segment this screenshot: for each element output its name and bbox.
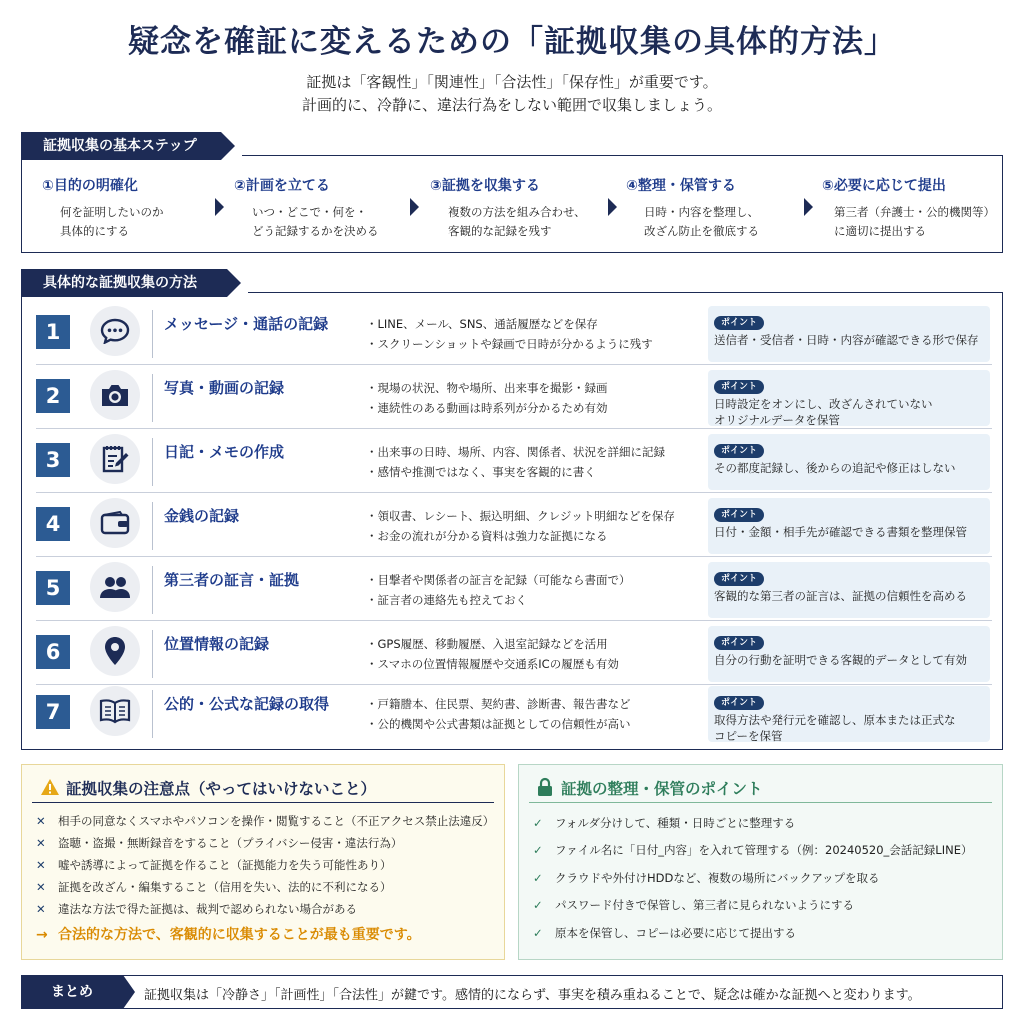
storage-item: ✓ クラウドや外付けHDDなど、複数の場所にバックアップを取る	[533, 871, 880, 885]
method-desc: ・LINE、メール、SNS、通話履歴などを保存 ・スクリーンショットや録画で日時が分かるように残す	[366, 317, 653, 351]
caution-item: ✕ 証拠を改ざん・編集すること（信用を失い、法的に不利になる）	[36, 880, 392, 894]
method-name: 金銭の記録	[164, 507, 240, 525]
divider	[152, 438, 153, 486]
notepad-pen-icon	[90, 434, 140, 484]
step-2	[234, 175, 414, 241]
row-divider	[36, 364, 992, 365]
point-badge: ポイント	[714, 508, 764, 522]
method-number: 4	[36, 507, 70, 541]
method-number: 5	[36, 571, 70, 605]
point-badge: ポイント	[714, 380, 764, 394]
storage-item: ✓ パスワード付きで保管し、第三者に見られないようにする	[533, 898, 854, 912]
row-divider	[36, 428, 992, 429]
caution-item: ✕ 違法な方法で得た証拠は、裁判で認められない場合がある	[36, 902, 357, 916]
check-icon: ✓	[533, 816, 543, 830]
point-text: 日時設定をオンにし、改ざんされていない オリジナルデータを保管	[714, 397, 933, 427]
step-desc: 第三者（弁護士・公的機関等） に適切に提出する	[834, 205, 995, 238]
method-row	[36, 686, 992, 748]
page-title: 疑念を確証に変えるための「証拠収集の具体的方法」	[128, 24, 896, 60]
divider	[529, 802, 992, 803]
divider	[152, 374, 153, 422]
point-box	[708, 686, 990, 742]
summary-text: 証拠収集は「冷静さ」「計画性」「合法性」が鍵です。感情的にならず、事実を積み重ねることで、疑念は確かな証拠へと変わります。	[144, 988, 921, 1003]
row-divider	[36, 684, 992, 685]
method-desc: ・GPS履歴、移動履歴、入退室記録などを活用 ・スマホの位置情報履歴や交通系ICの履歴も有効	[366, 637, 619, 671]
row-divider	[36, 556, 992, 557]
method-name: 日記・メモの作成	[164, 443, 285, 461]
method-row	[36, 434, 992, 496]
method-desc: ・出来事の日時、場所、内容、関係者、状況を詳細に記録 ・感情や推測ではなく、事実を客観的に書く	[366, 445, 665, 479]
chat-bubble-icon	[90, 306, 140, 356]
camera-icon	[90, 370, 140, 420]
cross-icon: ✕	[36, 880, 46, 894]
step-4	[626, 175, 806, 241]
method-desc: ・現場の状況、物や場所、出来事を撮影・録画 ・連続性のある動画は時系列が分かるため有効	[366, 381, 608, 415]
row-divider	[36, 492, 992, 493]
check-icon: ✓	[533, 926, 543, 940]
point-badge: ポイント	[714, 572, 764, 586]
arrow-right-icon	[608, 198, 617, 216]
open-book-icon	[90, 686, 140, 736]
storage-item: ✓ ファイル名に「日付_内容」を入れて管理する（例：20240520_会話記録LINE）	[533, 843, 973, 857]
point-text: 送信者・受信者・日時・内容が確認できる形で保存	[714, 333, 979, 347]
divider	[152, 502, 153, 550]
point-box	[708, 498, 990, 554]
method-number: 2	[36, 379, 70, 413]
point-box	[708, 306, 990, 362]
arrow-right-icon: →	[36, 927, 48, 943]
steps-section-heading: 証拠収集の基本ステップ	[21, 132, 221, 160]
cross-icon: ✕	[36, 858, 46, 872]
step-1	[42, 175, 222, 241]
caution-emphasis: → 合法的な方法で、客観的に収集することが最も重要です。	[36, 927, 421, 943]
arrow-right-icon	[410, 198, 419, 216]
method-row	[36, 626, 992, 688]
method-number: 7	[36, 695, 70, 729]
step-desc: いつ・どこで・何を・ どう記録するかを決める	[252, 205, 379, 238]
method-row	[36, 306, 992, 368]
method-number: 1	[36, 315, 70, 349]
point-box	[708, 434, 990, 490]
method-name: 第三者の証言・証拠	[164, 571, 300, 589]
point-text: 日付・金額・相手先が確認できる書類を整理保管	[714, 525, 967, 539]
cross-icon: ✕	[36, 814, 46, 828]
method-row	[36, 370, 992, 432]
divider	[152, 310, 153, 358]
point-badge: ポイント	[714, 444, 764, 458]
method-row	[36, 562, 992, 624]
caution-heading: 証拠収集の注意点（やってはいけないこと）	[40, 777, 376, 799]
point-text: 客観的な第三者の証言は、証拠の信頼性を高める	[714, 589, 967, 603]
method-name: 公的・公式な記録の取得	[164, 695, 330, 713]
point-box	[708, 562, 990, 618]
step-title: ①目的の明確化	[42, 178, 138, 194]
step-desc: 日時・内容を整理し、 改ざん防止を徹底する	[644, 205, 759, 238]
step-3	[430, 175, 610, 241]
point-badge: ポイント	[714, 316, 764, 330]
method-name: 位置情報の記録	[164, 635, 270, 653]
caution-item: ✕ 嘘や誘導によって証拠を作ること（証拠能力を失う可能性あり）	[36, 858, 392, 872]
point-text: 取得方法や発行元を確認し、原本または正式な コピーを保管	[714, 713, 956, 743]
methods-section-heading: 具体的な証拠収集の方法	[21, 269, 227, 297]
storage-heading: 証拠の整理・保管のポイント	[537, 777, 763, 799]
arrow-right-icon	[215, 198, 224, 216]
row-divider	[36, 620, 992, 621]
storage-item: ✓ フォルダ分けして、種類・日時ごとに整理する	[533, 816, 796, 830]
divider	[152, 690, 153, 738]
check-icon: ✓	[533, 871, 543, 885]
point-text: 自分の行動を証明できる客観的データとして有効	[714, 653, 967, 667]
storage-panel	[518, 764, 1003, 960]
point-box	[708, 626, 990, 682]
step-title: ②計画を立てる	[234, 178, 330, 194]
people-icon	[90, 562, 140, 612]
check-icon: ✓	[533, 843, 543, 857]
method-desc: ・戸籍謄本、住民票、契約書、診断書、報告書など ・公的機関や公式書類は証拠としての信頼性が高い	[366, 697, 631, 731]
method-desc: ・目撃者や関係者の証言を記録（可能なら書面で） ・証言者の連絡先も控えておく	[366, 573, 631, 607]
lock-icon	[537, 777, 553, 797]
divider	[152, 566, 153, 614]
step-5	[822, 175, 1002, 241]
divider	[152, 630, 153, 678]
method-name: 写真・動画の記録	[164, 379, 285, 397]
caution-panel	[21, 764, 505, 960]
point-text: その都度記録し、後からの追記や修正はしない	[714, 461, 956, 475]
method-desc: ・領収書、レシート、振込明細、クレジット明細などを保存 ・お金の流れが分かる資料は強力な証拠になる	[366, 509, 675, 543]
subtitle-line-1: 証拠は「客観性」「関連性」「合法性」「保存性」が重要です。	[306, 73, 718, 91]
point-badge: ポイント	[714, 696, 764, 710]
subtitle-line-2: 計画的に、冷静に、違法行為をしない範囲で収集しましょう。	[301, 96, 722, 114]
step-desc: 何を証明したいのか 具体的にする	[60, 205, 164, 238]
storage-item: ✓ 原本を保管し、コピーは必要に応じて提出する	[533, 926, 797, 940]
arrow-right-icon	[804, 198, 813, 216]
caution-item: ✕ 相手の同意なくスマホやパソコンを操作・閲覧すること（不正アクセス禁止法違反）	[36, 814, 495, 828]
method-name: メッセージ・通話の記録	[164, 315, 329, 333]
step-title: ④整理・保管する	[626, 178, 736, 194]
wallet-icon	[90, 498, 140, 548]
summary-label: まとめ	[21, 975, 123, 1009]
point-box	[708, 370, 990, 426]
method-number: 3	[36, 443, 70, 477]
step-title: ③証拠を収集する	[430, 178, 540, 194]
step-desc: 複数の方法を組み合わせ、 客観的な記録を残す	[448, 205, 586, 238]
caution-item: ✕ 盗聴・盗撮・無断録音をすること（プライバシー侵害・違法行為）	[36, 836, 403, 850]
step-title: ⑤必要に応じて提出	[822, 178, 946, 194]
divider	[32, 802, 494, 803]
check-icon: ✓	[533, 898, 543, 912]
location-pin-icon	[90, 626, 140, 676]
cross-icon: ✕	[36, 836, 46, 850]
warning-icon	[40, 778, 60, 796]
method-row	[36, 498, 992, 560]
method-number: 6	[36, 635, 70, 669]
point-badge: ポイント	[714, 636, 764, 650]
cross-icon: ✕	[36, 902, 46, 916]
